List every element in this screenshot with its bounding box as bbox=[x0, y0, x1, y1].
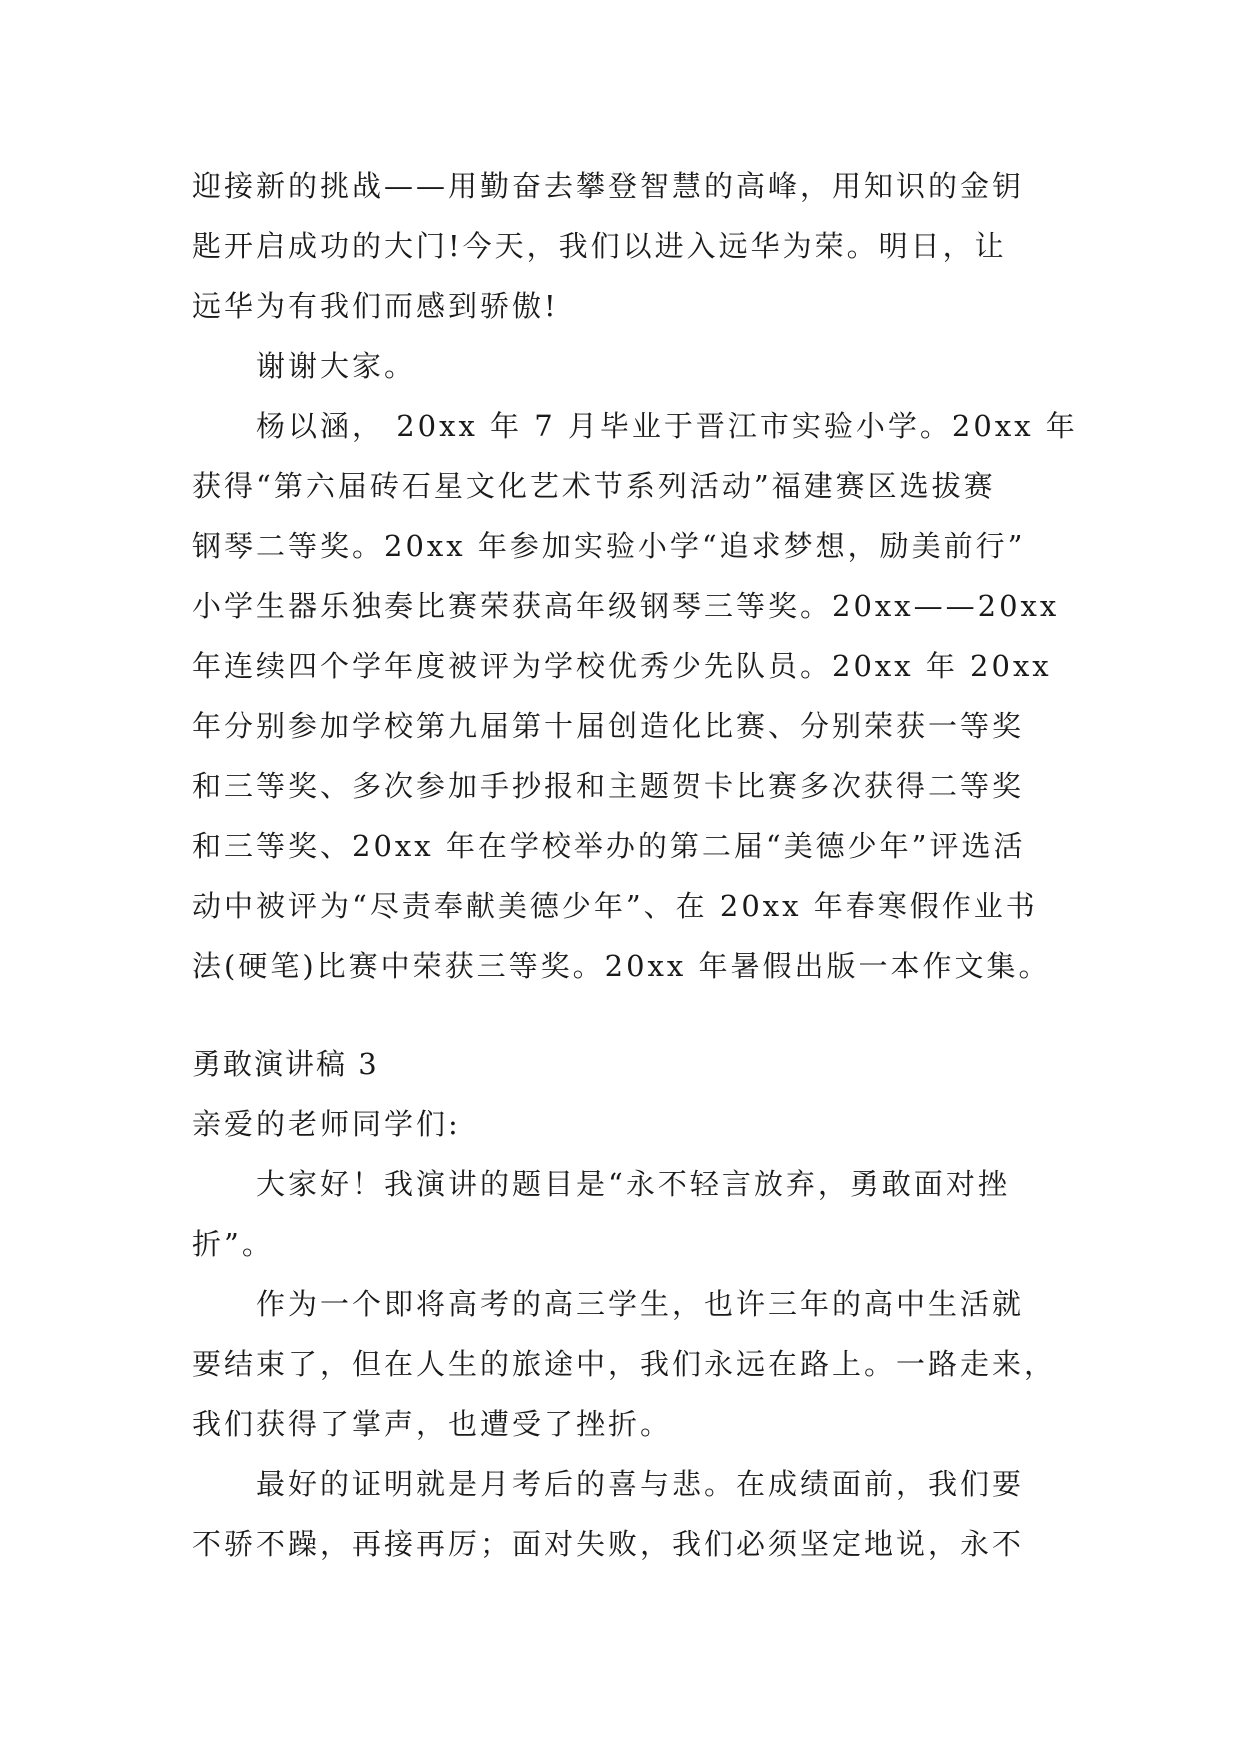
text-line: 要结束了，但在人生的旅途中，我们永远在路上。一路走来， bbox=[192, 1347, 1057, 1381]
text-line: 小学生器乐独奏比赛荣获高年级钢琴三等奖。20xx——20xx bbox=[192, 589, 1060, 623]
text-line: 动中被评为“尽责奉献美德少年”、在 20xx 年春寒假作业书 bbox=[192, 889, 1038, 923]
section-title: 勇敢演讲稿 3 bbox=[192, 1047, 379, 1081]
text-line: 我们获得了掌声，也遭受了挫折。 bbox=[192, 1407, 673, 1441]
text-line: 作为一个即将高考的高三学生，也许三年的高中生活就 bbox=[256, 1287, 1025, 1321]
text-line: 最好的证明就是月考后的喜与悲。在成绩面前，我们要 bbox=[256, 1467, 1025, 1501]
paragraph-greeting bbox=[192, 1154, 1052, 1274]
text-line: 不骄不躁，再接再厉；面对失败，我们必须坚定地说，永不 bbox=[192, 1527, 1025, 1561]
text-line: 和三等奖、20xx 年在学校举办的第二届“美德少年”评选活 bbox=[192, 829, 1026, 863]
text-line: 年分别参加学校第九届第十届创造化比赛、分别荣获一等奖 bbox=[192, 709, 1025, 743]
text-line: 和三等奖、多次参加手抄报和主题贺卡比赛多次获得二等奖 bbox=[192, 769, 1025, 803]
text-line: 钢琴二等奖。20xx 年参加实验小学“追求梦想，励美前行” bbox=[192, 529, 1026, 563]
text-line: 匙开启成功的大门!今天，我们以进入远华为荣。明日，让 bbox=[192, 229, 1007, 263]
paragraph-context bbox=[192, 1274, 1057, 1454]
thanks-line: 谢谢大家。 bbox=[256, 349, 417, 383]
text-line: 杨以涵， 20xx 年 7 月毕业于晋江市实验小学。20xx 年 bbox=[256, 409, 1078, 443]
text-line: 迎接新的挑战——用勤奋去攀登智慧的高峰，用知识的金钥 bbox=[192, 169, 1025, 203]
salutation: 亲爱的老师同学们: bbox=[192, 1107, 461, 1141]
paragraph-continuation bbox=[192, 156, 1052, 336]
text-line: 年连续四个学年度被评为学校优秀少先队员。20xx 年 20xx bbox=[192, 649, 1052, 683]
text-line: 获得“第六届砖石星文化艺术节系列活动”福建赛区选拔赛 bbox=[192, 469, 996, 503]
document-body bbox=[192, 156, 1078, 1574]
text-line: 折”。 bbox=[192, 1227, 274, 1261]
paragraph-proof bbox=[192, 1454, 1052, 1574]
text-line: 远华为有我们而感到骄傲! bbox=[192, 289, 559, 323]
bio-paragraph bbox=[192, 396, 1078, 996]
text-line: 大家好！我演讲的题目是“永不轻言放弃，勇敢面对挫 bbox=[256, 1167, 1010, 1201]
section-spacer bbox=[192, 996, 1052, 1034]
text-line: 法(硬笔)比赛中荣获三等奖。20xx 年暑假出版一本作文集。 bbox=[192, 949, 1051, 983]
